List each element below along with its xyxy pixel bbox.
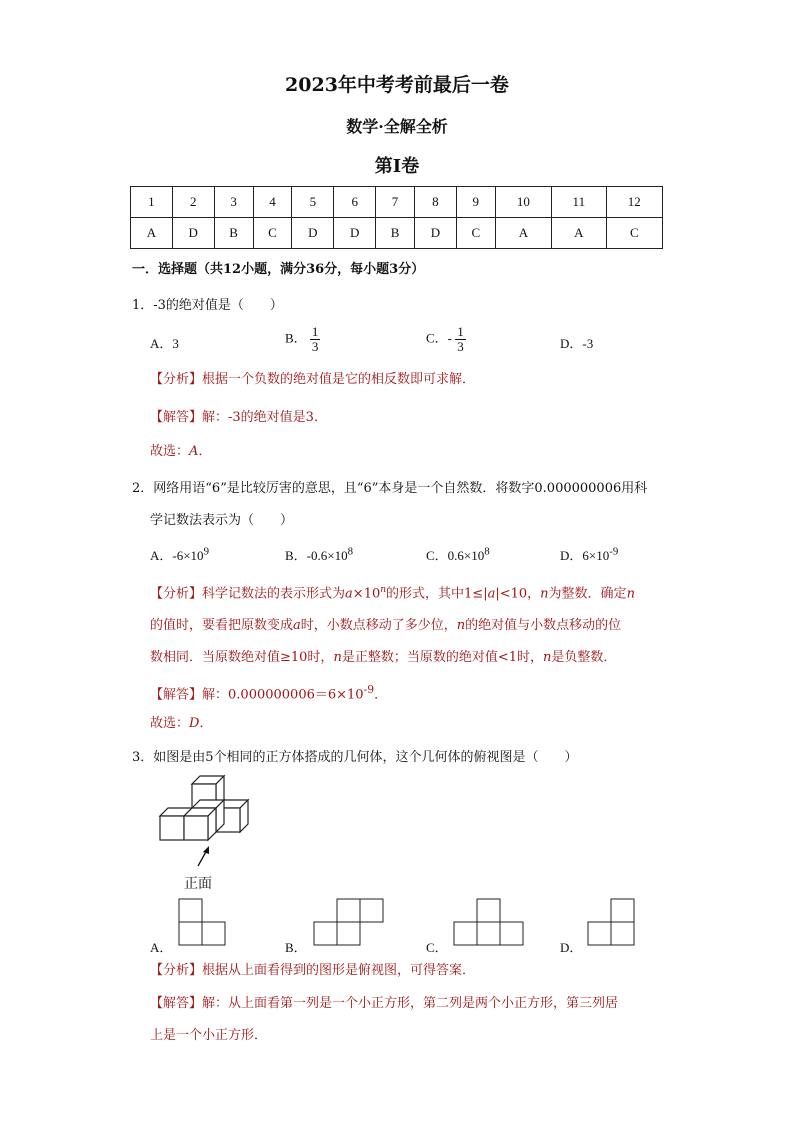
q1-option-a: A．3 [150, 336, 179, 351]
section-title: 一．选择题（共12小题，满分36分，每小题3分） [132, 262, 425, 277]
table-cell: B [376, 218, 415, 249]
q3-option-a-label: A． [150, 940, 173, 955]
table-cell: 6 [334, 187, 376, 218]
q2-stem-line1: 2．网络用语“6”是比较厉害的意思，且“6”本身是一个自然数．将数字0.000000006用科 [132, 481, 648, 496]
q2-option-c: C．$0.6\times 10^8$ [426, 545, 490, 563]
table-cell: 4 [253, 187, 292, 218]
q1-choice: 故选：A． [150, 444, 212, 459]
table-cell: 1 [131, 187, 173, 218]
table-cell: A [131, 218, 173, 249]
document-subtitle: 数学·全解全析 [346, 117, 448, 136]
q3-option-c-figure [453, 898, 528, 948]
q1-answer: 【解答】解：-3的绝对值是3． [150, 410, 327, 425]
q3-stem: 3．如图是由5个相同的正方体搭成的几何体，这个几何体的俯视图是（ ） [132, 750, 578, 765]
table-cell: D [172, 218, 214, 249]
minus-sign: - [447, 330, 453, 346]
table-cell: C [253, 218, 292, 249]
table-cell: D [415, 218, 457, 249]
table-cell: 10 [495, 187, 551, 218]
analysis-tag: 【分析】 [150, 586, 203, 602]
table-cell: C [606, 218, 662, 249]
cube [184, 808, 216, 840]
analysis-tag: 【分析】 [150, 963, 203, 978]
q1-option-c [426, 325, 466, 354]
q3-option-d-figure [587, 898, 637, 948]
answer-table-number-row [131, 187, 663, 218]
answer-tag: 【解答】 [150, 687, 203, 703]
q3-option-c-label: C． [426, 940, 448, 955]
fraction: $\frac{1}{3}$ [457, 324, 464, 354]
table-cell: 5 [292, 187, 334, 218]
volume-heading: 第Ⅰ卷 [374, 156, 420, 177]
q2-option-d: D．$6\times 10^{-9}$ [560, 545, 619, 563]
analysis-tag: 【分析】 [150, 372, 203, 387]
table-cell: D [292, 218, 334, 249]
q3-analysis: 【分析】根据从上面看得到的图形是俯视图，可得答案． [150, 963, 476, 978]
q3-option-b-label: B． [285, 940, 307, 955]
q1-stem: 1．-3的绝对值是（ ） [132, 298, 283, 313]
front-label: 正面 [184, 876, 212, 892]
table-cell: 3 [214, 187, 253, 218]
q2-analysis: 【分析】科学记数法的表示形式为$a\times 10^n$的形式，其中1≤|a|<10，n为整数．确定n 的值时，要看把原数变成a时，小数点移动了多少位，n的绝对值与小数点移动的位 数相同．当原数绝对值≥10时，n是正整数；当原数的绝对值<1时，n是负整数． [150, 585, 635, 666]
table-cell: C [456, 218, 495, 249]
q3-option-d-label: D． [560, 940, 583, 955]
table-cell: 7 [376, 187, 415, 218]
table-cell: D [334, 218, 376, 249]
table-cell: A [495, 218, 551, 249]
q1-option-d: D．-3 [560, 336, 594, 351]
table-cell: 9 [456, 187, 495, 218]
q2-answer: 【解答】解：$0.000000006=6\times 10^{-9}$． [150, 683, 388, 703]
table-cell: 11 [552, 187, 606, 218]
table-cell: B [214, 218, 253, 249]
table-cell: 12 [606, 187, 662, 218]
table-cell: A [552, 218, 606, 249]
document-title: 2023年中考考前最后一卷 [285, 74, 509, 96]
answer-table [130, 186, 663, 249]
answer-table-answer-row [131, 218, 663, 249]
q1-option-b-label: B． [285, 330, 307, 346]
q2-option-a: A．$-6\times 10^9$ [150, 545, 209, 563]
table-cell: 8 [415, 187, 457, 218]
q3-answer: 【解答】解：从上面看第一列是一个小正方形，第二列是两个小正方形，第三列居 上是一个小正方形． [150, 996, 619, 1043]
q1-option-c-label: C． [426, 330, 448, 346]
table-cell: 2 [172, 187, 214, 218]
q3-option-b-figure [313, 898, 388, 948]
q2-stem-line2: 学记数法表示为（ ） [150, 513, 294, 528]
fraction: $\frac{1}{3}$ [311, 324, 319, 354]
q1-option-b [285, 325, 320, 354]
q2-option-b: B．$-0.6\times 10^8$ [285, 545, 354, 563]
cube-figure [150, 770, 270, 870]
arrow-icon [198, 846, 209, 866]
answer-tag: 【解答】 [150, 996, 203, 1011]
answer-tag: 【解答】 [150, 410, 203, 425]
q1-analysis: 【分析】根据一个负数的绝对值是它的相反数即可求解． [150, 372, 476, 387]
q3-option-a-figure [178, 898, 228, 948]
q2-choice: 故选：D． [150, 716, 213, 731]
